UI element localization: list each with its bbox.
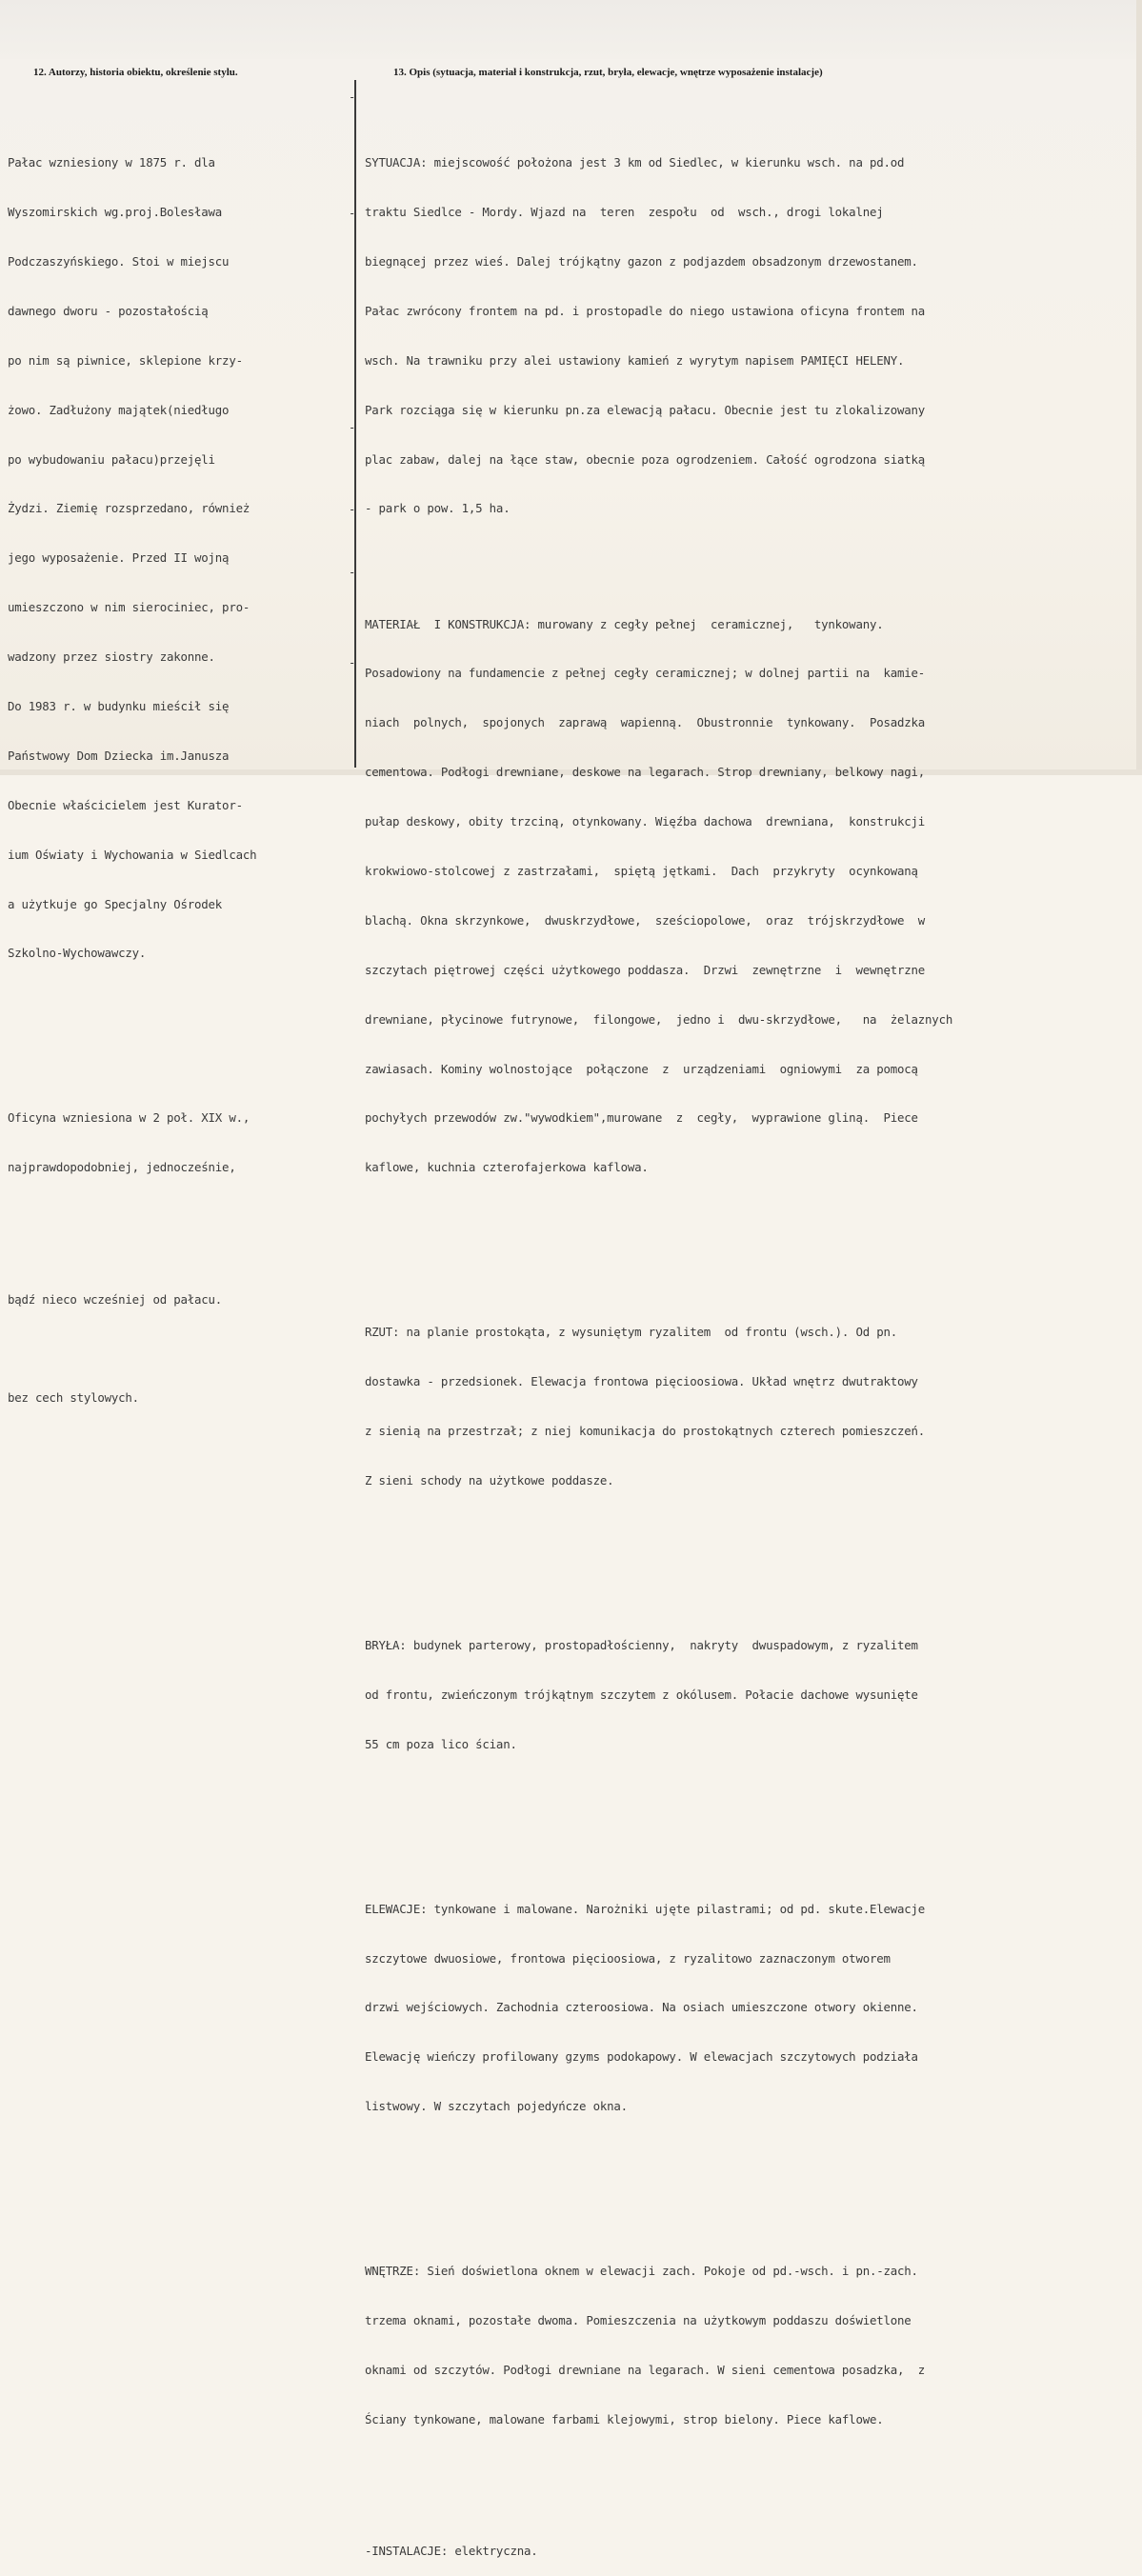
top-margin [0,0,1142,59]
text-line: dostawka - przedsionek. Elewacja frontowa pięcioosiowa. Układ wnętrz dwutraktowy [365,1374,918,1389]
description-column [365,89,952,2576]
text-line: Do 1983 r. w budynku mieścił się [8,698,230,713]
text-line: Ściany tynkowane, malowane farbami klejowymi, strop bielony. Piece kaflowe. [365,2411,884,2426]
text-line: Pałac zwrócony frontem na pd. i prostopadle do niego ustawiona oficyna frontem na [365,303,926,318]
elewacje-paragraph [365,1867,952,2147]
text-line: Żydzi. Ziemię rozsprzedano, również [8,501,250,516]
text-line: po wybudowaniu pałacu)przejęli [8,451,215,467]
text-line: biegnącej przez wieś. Dalej trójkątny gazon z podjazdem obsadzonym drzewostanem. [365,253,918,269]
text-line: Oficyna wzniesiona w 2 poł. XIX w., [8,1110,250,1126]
text-line: Z sieni schody na użytkowe poddasze. [365,1472,614,1488]
text-line: cementowa. Podłogi drewniane, deskowe na legarach. Strop drewniany, belkowy nagi, [365,765,926,780]
text-line: BRYŁA: budynek parterowy, prostopadłościenny, nakryty dwuspadowym, z ryzalitem [365,1637,918,1652]
text-line: umieszczono w nim sierociniec, pro- [8,600,250,615]
text-line: krokwiowo-stolcowej z zastrzałami, spiętą jętkami. Dach przykryty ocynkowaną [365,863,918,878]
margin-dash-mark: - [349,90,356,104]
text-line: pochyłych przewodów zw."wywodkiem",murowane z cegły, wyprawione gliną. Piece [365,1110,918,1126]
text-line: Pałac wzniesiony w 1875 r. dla [8,155,215,170]
sytuacja-paragraph [365,122,952,550]
text-line: Elewację wieńczy profilowany gzyms podokapowy. W elewacjach szczytowych podziała [365,2049,918,2065]
history-column [8,89,256,1423]
text-line: oknami od szczytów. Podłogi drewniane na legarach. W sieni cementowa posadzka, z [365,2362,926,2377]
text-line: ium Oświaty i Wychowania w Siedlcach [8,847,257,862]
text-line: WNĘTRZE: Sień doświetlona oknem w elewacji zach. Pokoje od pd.-wsch. i pn.-zach. [365,2264,918,2279]
bryla-paragraph [365,1604,952,1785]
page-edge-right [1136,0,1142,775]
text-line: Szkolno-Wychowawczy. [8,946,147,961]
text-line: dawnego dworu - pozostałością [8,303,209,318]
instalacje-paragraph: -INSTALACJE: elektryczna. [365,2544,538,2559]
section-13-header: 13. Opis (sytuacja, materiał i konstrukcja, rzut, bryła, elewacje, wnętrze wyposażenie instalacje) [393,67,823,78]
text-line: 55 cm poza lico ścian. [365,1736,517,1751]
text-line: wsch. Na trawniku przy alei ustawiony kamień z wyrytym napisem PAMIĘCI HELENY. [365,352,905,368]
text-line: od frontu, zwieńczonym trójkątnym szczytem z okólusem. Połacie dachowe wysunięte [365,1687,918,1702]
text-line: jego wyposażenie. Przed II wojną [8,550,230,566]
text-line: kaflowe, kuchnia czterofajerkowa kaflowa. [365,1160,649,1175]
text-line: szczytach piętrowej części użytkowego poddasza. Drzwi zewnętrzne i wewnętrzne [365,962,926,977]
rzut-paragraph [365,1291,952,1522]
text-line: a użytkuje go Specjalny Ośrodek [8,896,223,911]
text-line: z sienią na przestrzał; z niej komunikacja do prostokątnych czterech pomieszczeń. [365,1424,926,1439]
wnetrze-paragraph [365,2230,952,2461]
text-line: Posadowiony na fundamencie z pełnej cegły ceramicznej; w dolnej partii na kamie- [365,666,926,681]
text-line: listwowy. W szczytach pojedyńcze okna. [365,2099,628,2114]
text-line: szczytowe dwuosiowe, frontowa pięcioosiowa, z ryzalitowo zaznaczonym otworem [365,1950,891,1966]
text-line: Państwowy Dom Dziecka im.Janusza [8,748,230,763]
annex-text [8,1077,256,1208]
margin-dash-mark: - [349,656,356,669]
margin-dash-mark: - [349,503,356,516]
text-line: pułap deskowy, obity trzciną, otynkowany. Więźba dachowa drewniana, konstrukcji [365,814,926,829]
text-line: traktu Siedlce - Mordy. Wjazd na teren zespołu od wsch., drogi lokalnej [365,205,884,220]
text-line: po nim są piwnice, sklepione krzy- [8,352,243,368]
margin-dash-mark: - [349,566,356,579]
text-line: RZUT: na planie prostokąta, z wysuniętym ryzalitem od frontu (wsch.). Od pn. [365,1325,898,1340]
text-line: MATERIAŁ I KONSTRUKCJA: murowany z cegły pełnej ceramicznej, tynkowany. [365,616,884,631]
text-line: żowo. Zadłużony majątek(niedługo [8,402,230,417]
text-line: plac zabaw, dalej na łące staw, obecnie poza ogrodzeniem. Całość ogrodzona siatką [365,451,926,467]
text-line: zawiasach. Kominy wolnostojące połączone z urządzeniami ogniowymi za pomocą [365,1061,918,1076]
annex-text-continued: bądź nieco wcześniej od pałacu. [8,1291,223,1307]
history-text [8,122,256,995]
margin-dash-mark: - [349,421,356,434]
text-line: niach polnych, spojonych zaprawą wapienną. Obustronnie tynkowany. Posadzka [365,715,926,730]
text-line: - park o pow. 1,5 ha. [365,501,511,516]
section-12-header: 12. Autorzy, historia obiektu, określenie stylu. [33,67,238,78]
style-text: bez cech stylowych. [8,1390,139,1406]
text-line: ELEWACJE: tynkowane i malowane. Narożniki ujęte pilastrami; od pd. skute.Elewacje [365,1901,926,1916]
material-paragraph [365,583,952,1208]
text-line: Wyszomirskich wg.proj.Bolesława [8,205,223,220]
text-line: SYTUACJA: miejscowość położona jest 3 km od Siedlec, w kierunku wsch. na pd.od [365,155,905,170]
text-line: Obecnie właścicielem jest Kurator- [8,797,243,812]
margin-dash-mark: - [349,207,356,220]
text-line: blachą. Okna skrzynkowe, dwuskrzydłowe, sześciopolowe, oraz trójskrzydłowe w [365,912,926,928]
text-line: Park rozciąga się w kierunku pn.za elewacją pałacu. Obecnie jest tu zlokalizowany [365,402,926,417]
text-line: najprawdopodobniej, jednocześnie, [8,1160,236,1175]
text-line: trzema oknami, pozostałe dwoma. Pomieszczenia na użytkowym poddaszu doświetlone [365,2313,912,2328]
text-line: Podczaszyńskiego. Stoi w miejscu [8,253,230,269]
text-line: wadzony przez siostry zakonne. [8,649,215,665]
text-line: drewniane, płycinowe futrynowe, filongowe, jedno i dwu-skrzydłowe, na żelaznych [365,1011,953,1027]
text-line: drzwi wejściowych. Zachodnia czteroosiowa. Na osiach umieszczone otwory okienne. [365,2000,918,2015]
